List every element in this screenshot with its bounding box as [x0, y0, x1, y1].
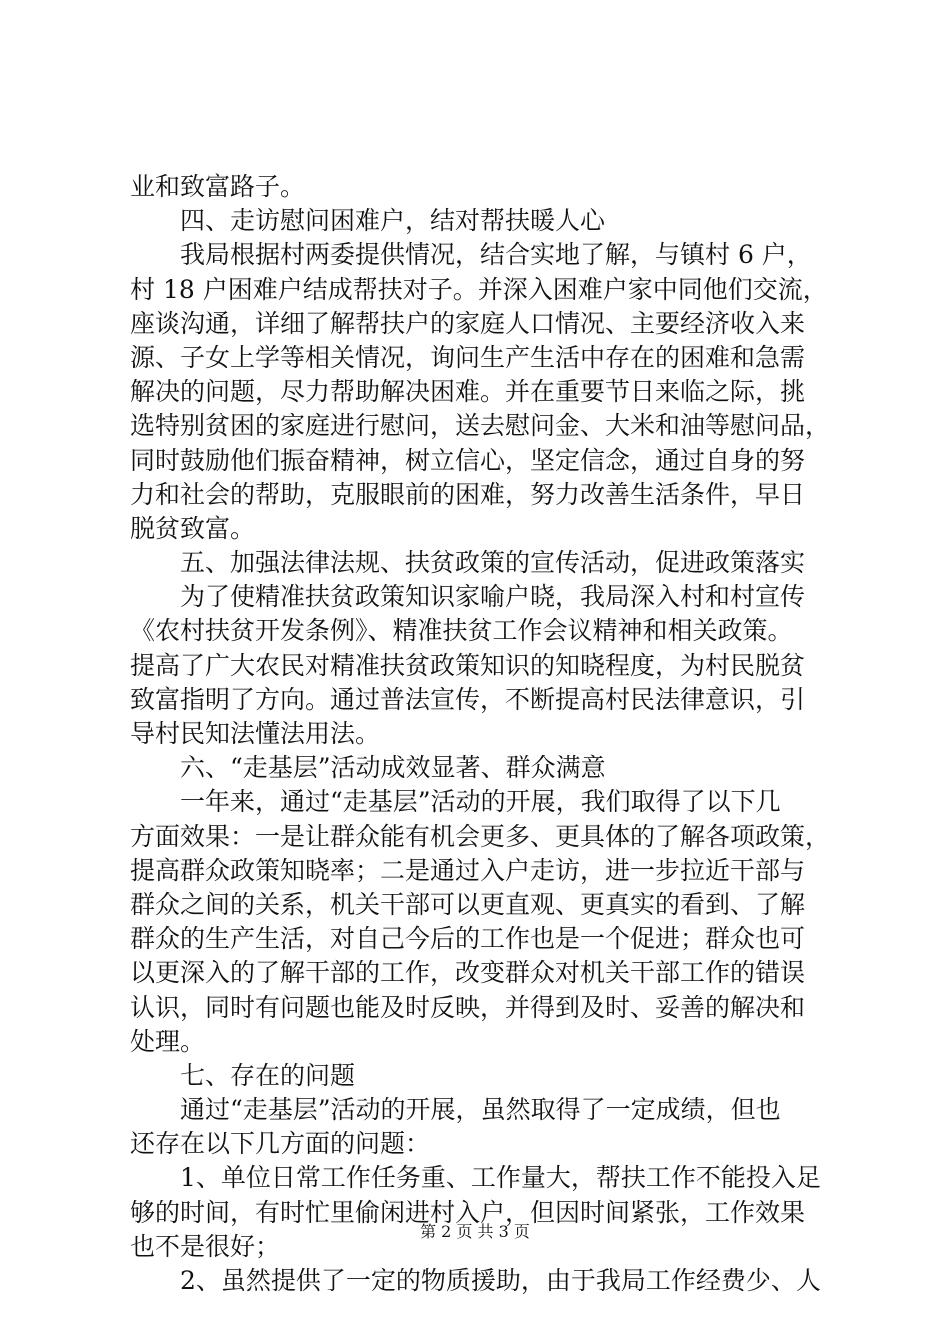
text-line: 方面效果：一是让群众能有机会更多、更具体的了解各项政策， [130, 821, 831, 851]
text-line: 还存在以下几方面的问题： [130, 1129, 431, 1159]
text-line: 为了使精准扶贫政策知识家喻户晓，我局深入村和村宣传 [180, 582, 806, 612]
text-line: 以更深入的了解干部的工作，改变群众对机关干部工作的错误 [130, 958, 806, 988]
text-line: 一年来，通过“走基层”活动的开展，我们取得了以下几 [180, 787, 781, 817]
text-line: 座谈沟通，详细了解帮扶户的家庭人口情况、主要经济收入来 [130, 308, 806, 338]
text-line: 选特别贫困的家庭进行慰问，送去慰问金、大米和油等慰问品， [130, 411, 831, 441]
text-line: 脱贫致富。 [130, 513, 256, 543]
text-line: 提高了广大农民对精准扶贫政策知识的知晓程度，为村民脱贫 [130, 650, 806, 680]
text-line: 1、单位日常工作任务重、工作量大，帮扶工作不能投入足 [180, 1163, 821, 1193]
text-line: 业和致富路子。 [130, 172, 306, 201]
text-line: 导村民知法懂法用法。 [130, 719, 381, 748]
text-line: 四、走访慰问困难户，结对帮扶暖人心 [180, 206, 606, 236]
text-line: 《农村扶贫开发条例》、精准扶贫工作会议精神和相关政策。 [130, 616, 793, 646]
text-line: 解决的问题，尽力帮助解决困难。并在重要节日来临之际，挑 [130, 377, 806, 407]
text-line: 群众之间的关系，机关干部可以更直观、更真实的看到、了解 [130, 889, 806, 919]
text-line: 提高群众政策知晓率；二是通过入户走访，进一步拉近干部与 [130, 855, 806, 885]
text-line: 处理。 [130, 1026, 206, 1056]
text-line: 够的时间，有时忙里偷闲进村入户，但因时间紧张，工作效果 [130, 1197, 806, 1227]
page-footer: 第 2 页 共 3 页 [420, 1222, 530, 1241]
text-line: 同时鼓励他们振奋精神，树立信心，坚定信念，通过自身的努 [130, 445, 806, 475]
text-line: 认识，同时有问题也能及时反映，并得到及时、妥善的解决和 [130, 992, 806, 1022]
text-line: 致富指明了方向。通过普法宣传，不断提高村民法律意识，引 [130, 684, 806, 714]
document-body [130, 170, 840, 1298]
text-line: 2、虽然提供了一定的物质援助，由于我局工作经费少、人 [180, 1266, 821, 1295]
text-line: 力和社会的帮助，克服眼前的困难，努力改善生活条件，早日 [130, 479, 806, 509]
text-line: 五、加强法律法规、扶贫政策的宣传活动，促进政策落实 [180, 548, 806, 578]
text-line: 群众的生产生活，对自己今后的工作也是一个促进；群众也可 [130, 924, 806, 954]
text-line: 我局根据村两委提供情况，结合实地了解，与镇村 6 户， [180, 240, 812, 270]
text-line: 源、子女上学等相关情况，询问生产生活中存在的困难和急需 [130, 342, 806, 372]
text-line: 也不是很好； [130, 1231, 281, 1261]
text-line: 通过“走基层”活动的开展，虽然取得了一定成绩，但也 [180, 1095, 781, 1125]
text-line: 村 18 户困难户结成帮扶对子。并深入困难户家中同他们交流， [130, 274, 828, 304]
text-line: 六、“走基层”活动成效显著、群众满意 [180, 753, 606, 783]
text-line: 七、存在的问题 [180, 1060, 356, 1090]
